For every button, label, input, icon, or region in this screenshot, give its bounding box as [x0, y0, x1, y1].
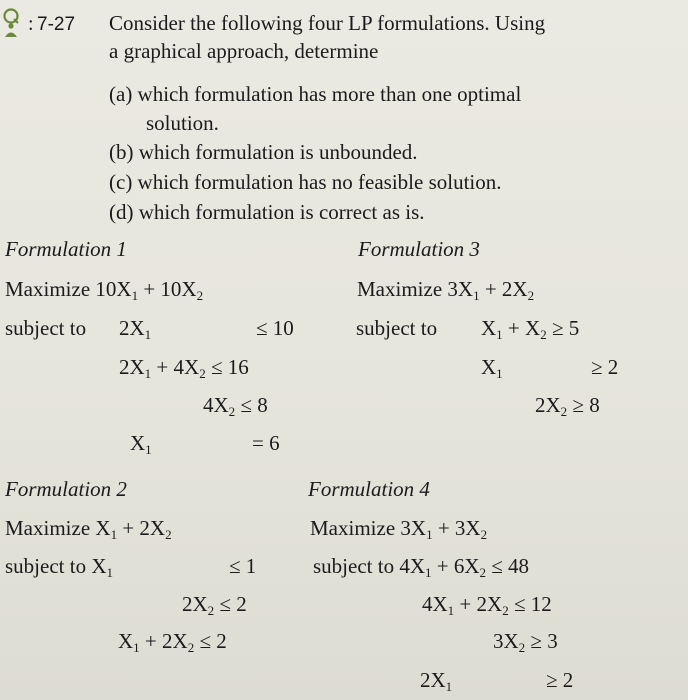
intro-line-1: Consider the following four LP formulations. Using	[109, 11, 546, 35]
formulation-4-title: Formulation 4	[308, 477, 430, 501]
f2-subject-to: subject to $X_1$	[5, 554, 113, 580]
f2-constraint-3: $X_1 + 2X_2 \le 2$	[118, 629, 227, 655]
part-a-line-1: (a) which formulation has more than one optimal	[109, 82, 522, 106]
f1-constraint-3: $4X_2 \le 8$	[203, 393, 268, 419]
f4-constraint-4-lhs: $2X_1$	[420, 668, 453, 694]
f4-constraint-4-rhs: ≥ 2	[546, 668, 574, 692]
f1-constraint-4-lhs: $X_1$	[130, 431, 152, 457]
formulation-3-title: Formulation 3	[358, 237, 480, 261]
formulation-2-title: Formulation 2	[5, 477, 127, 501]
q-person-icon	[2, 8, 28, 38]
f4-objective: Maximize $3X_1 + 3X_2$	[310, 516, 488, 542]
colon-mark: :	[28, 13, 34, 35]
f4-constraint-1: subject to $4X_1 + 6X_2 \le 48$	[313, 554, 530, 580]
f3-constraint-3: $2X_2 \ge 8$	[535, 393, 600, 419]
f1-objective: Maximize $10X_1 + 10X_2$	[5, 277, 204, 303]
part-a-line-2: solution.	[146, 111, 219, 135]
f4-constraint-2: $4X_1 + 2X_2 \le 12$	[422, 592, 552, 618]
f2-constraint-1-rhs: ≤ 1	[229, 554, 257, 578]
f1-constraint-2: $2X_1 + 4X_2 \le 16$	[119, 355, 249, 381]
f1-constraint-4-rhs: = 6	[252, 431, 280, 455]
f1-subject-to: subject to	[5, 316, 87, 340]
f3-constraint-2-rhs: ≥ 2	[591, 355, 619, 379]
part-c: (c) which formulation has no feasible solution.	[109, 170, 502, 194]
part-b: (b) which formulation is unbounded.	[109, 140, 418, 164]
problem-number: 7-27	[37, 14, 76, 35]
f1-constraint-1-lhs: $2X_1$	[119, 316, 152, 342]
f4-constraint-3: $3X_2 \ge 3$	[493, 629, 558, 655]
f1-constraint-1-rhs: ≤ 10	[256, 316, 294, 340]
intro-line-2: a graphical approach, determine	[109, 39, 379, 63]
f2-objective: Maximize $X_1 + 2X_2$	[5, 516, 172, 542]
formulation-1-title: Formulation 1	[5, 237, 127, 261]
f3-constraint-2-lhs: $X_1$	[481, 355, 503, 381]
part-d: (d) which formulation is correct as is.	[109, 200, 425, 224]
f3-subject-to: subject to	[356, 316, 438, 340]
f3-constraint-1: $X_1 + X_2 \ge 5$	[481, 316, 580, 342]
f2-constraint-2: $2X_2 \le 2$	[182, 592, 247, 618]
f3-objective: Maximize $3X_1 + 2X_2$	[357, 277, 535, 303]
